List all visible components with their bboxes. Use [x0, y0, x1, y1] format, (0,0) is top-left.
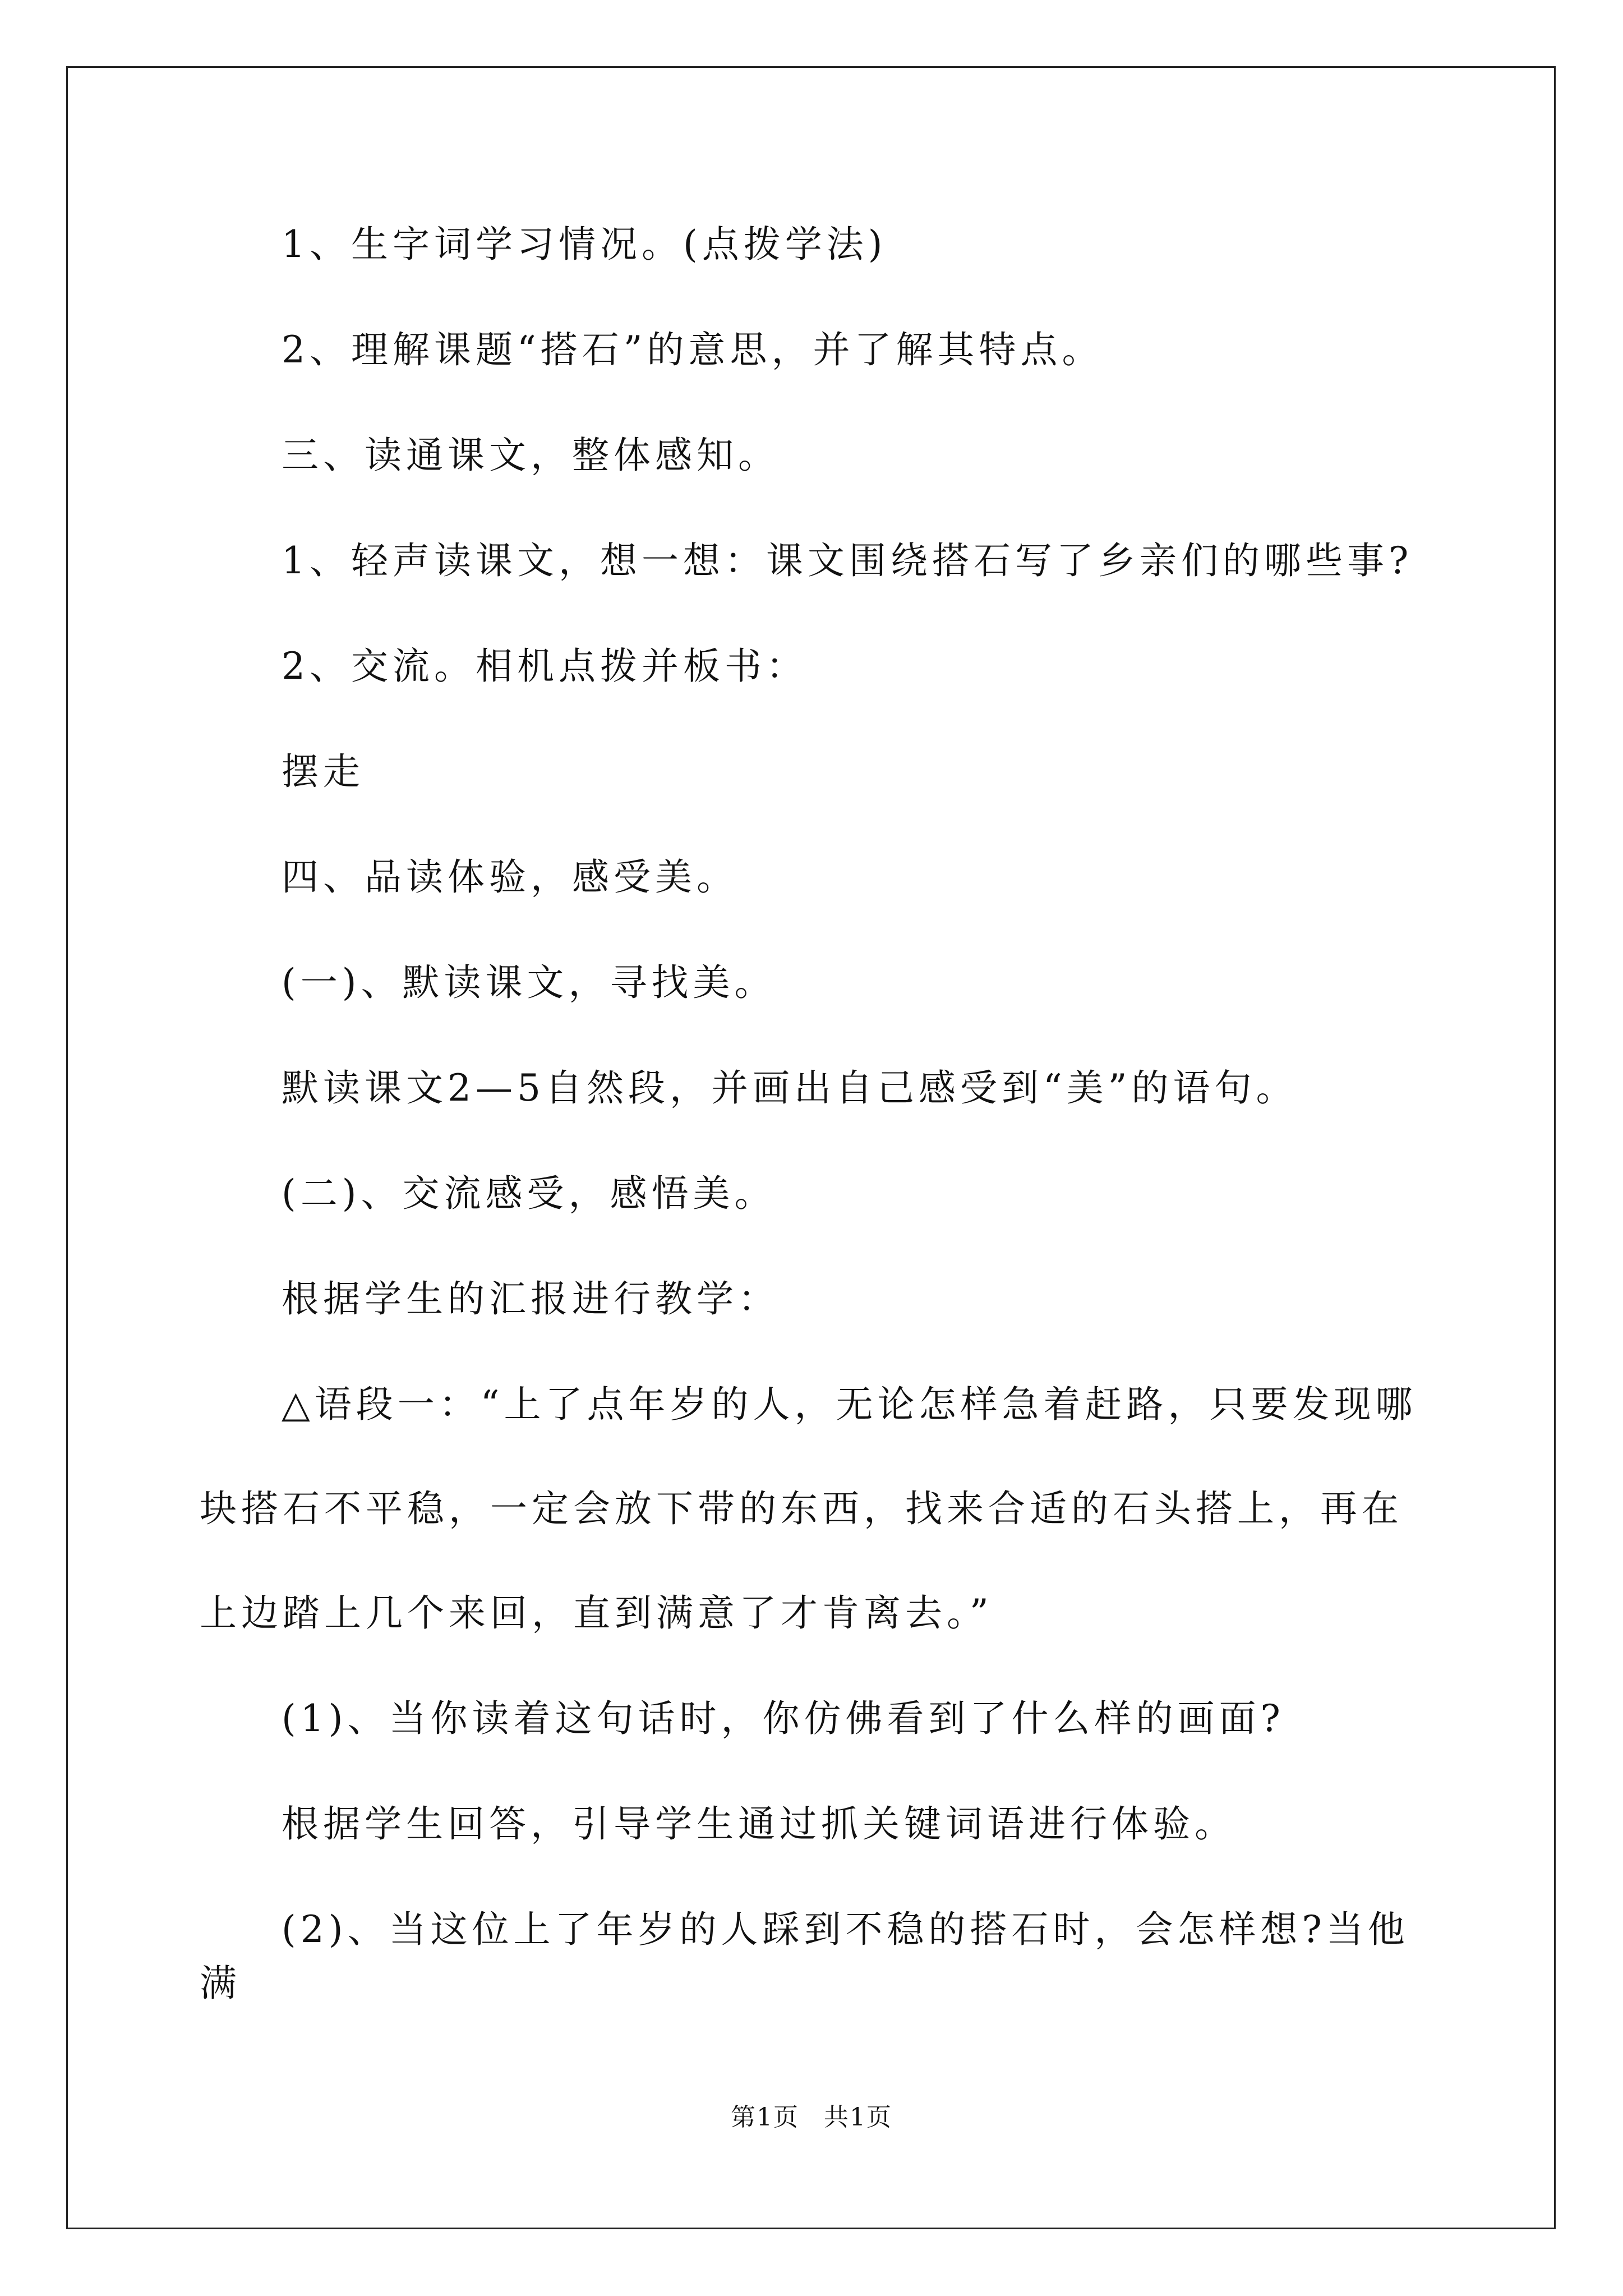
paragraph: (二)、交流感受，感悟美。	[282, 1172, 776, 1215]
paragraph: 默读课文2—5自然段，并画出自己感受到“美”的语句。	[282, 1066, 1298, 1110]
document-body	[200, 218, 1422, 2062]
section-heading: 四、品读体验，感受美。	[282, 855, 738, 899]
page-footer	[0, 2097, 1623, 2133]
paragraph: (2)、当这位上了年岁的人踩到不稳的搭石时，会怎样想?当他满	[200, 1908, 1409, 2005]
paragraph: 根据学生的汇报进行教学：	[282, 1277, 780, 1320]
paragraph: 2、交流。相机点拨并板书：	[282, 645, 808, 688]
section-heading: 三、读通课文，整体感知。	[282, 434, 780, 477]
page-number-total: 共1页	[824, 2103, 892, 2132]
paragraph: (1)、当你读着这句话时，你仿佛看到了什么样的画面?	[282, 1697, 1285, 1740]
page-number-current: 第1页	[731, 2103, 799, 2132]
paragraph: (一)、默读课文，寻找美。	[282, 961, 776, 1004]
paragraph: 根据学生回答，引导学生通过抓关键词语进行体验。	[282, 1802, 1236, 1846]
quoted-passage: △语段一：“上了点年岁的人，无论怎样急着赶路，只要发现哪块搭石不平稳，一定会放下带的东西，找来合适的石头搭上，再在上边踏上几个来回，直到满意了才肯离去。”	[200, 1383, 1417, 1635]
paragraph: 1、轻声读课文，想一想：课文围绕搭石写了乡亲们的哪些事?	[282, 539, 1413, 582]
paragraph: 2、理解课题“搭石”的意思，并了解其特点。	[282, 328, 1104, 371]
paragraph: 1、生字词学习情况。(点拨学法)	[282, 223, 887, 266]
paragraph: 摆走	[282, 750, 365, 793]
